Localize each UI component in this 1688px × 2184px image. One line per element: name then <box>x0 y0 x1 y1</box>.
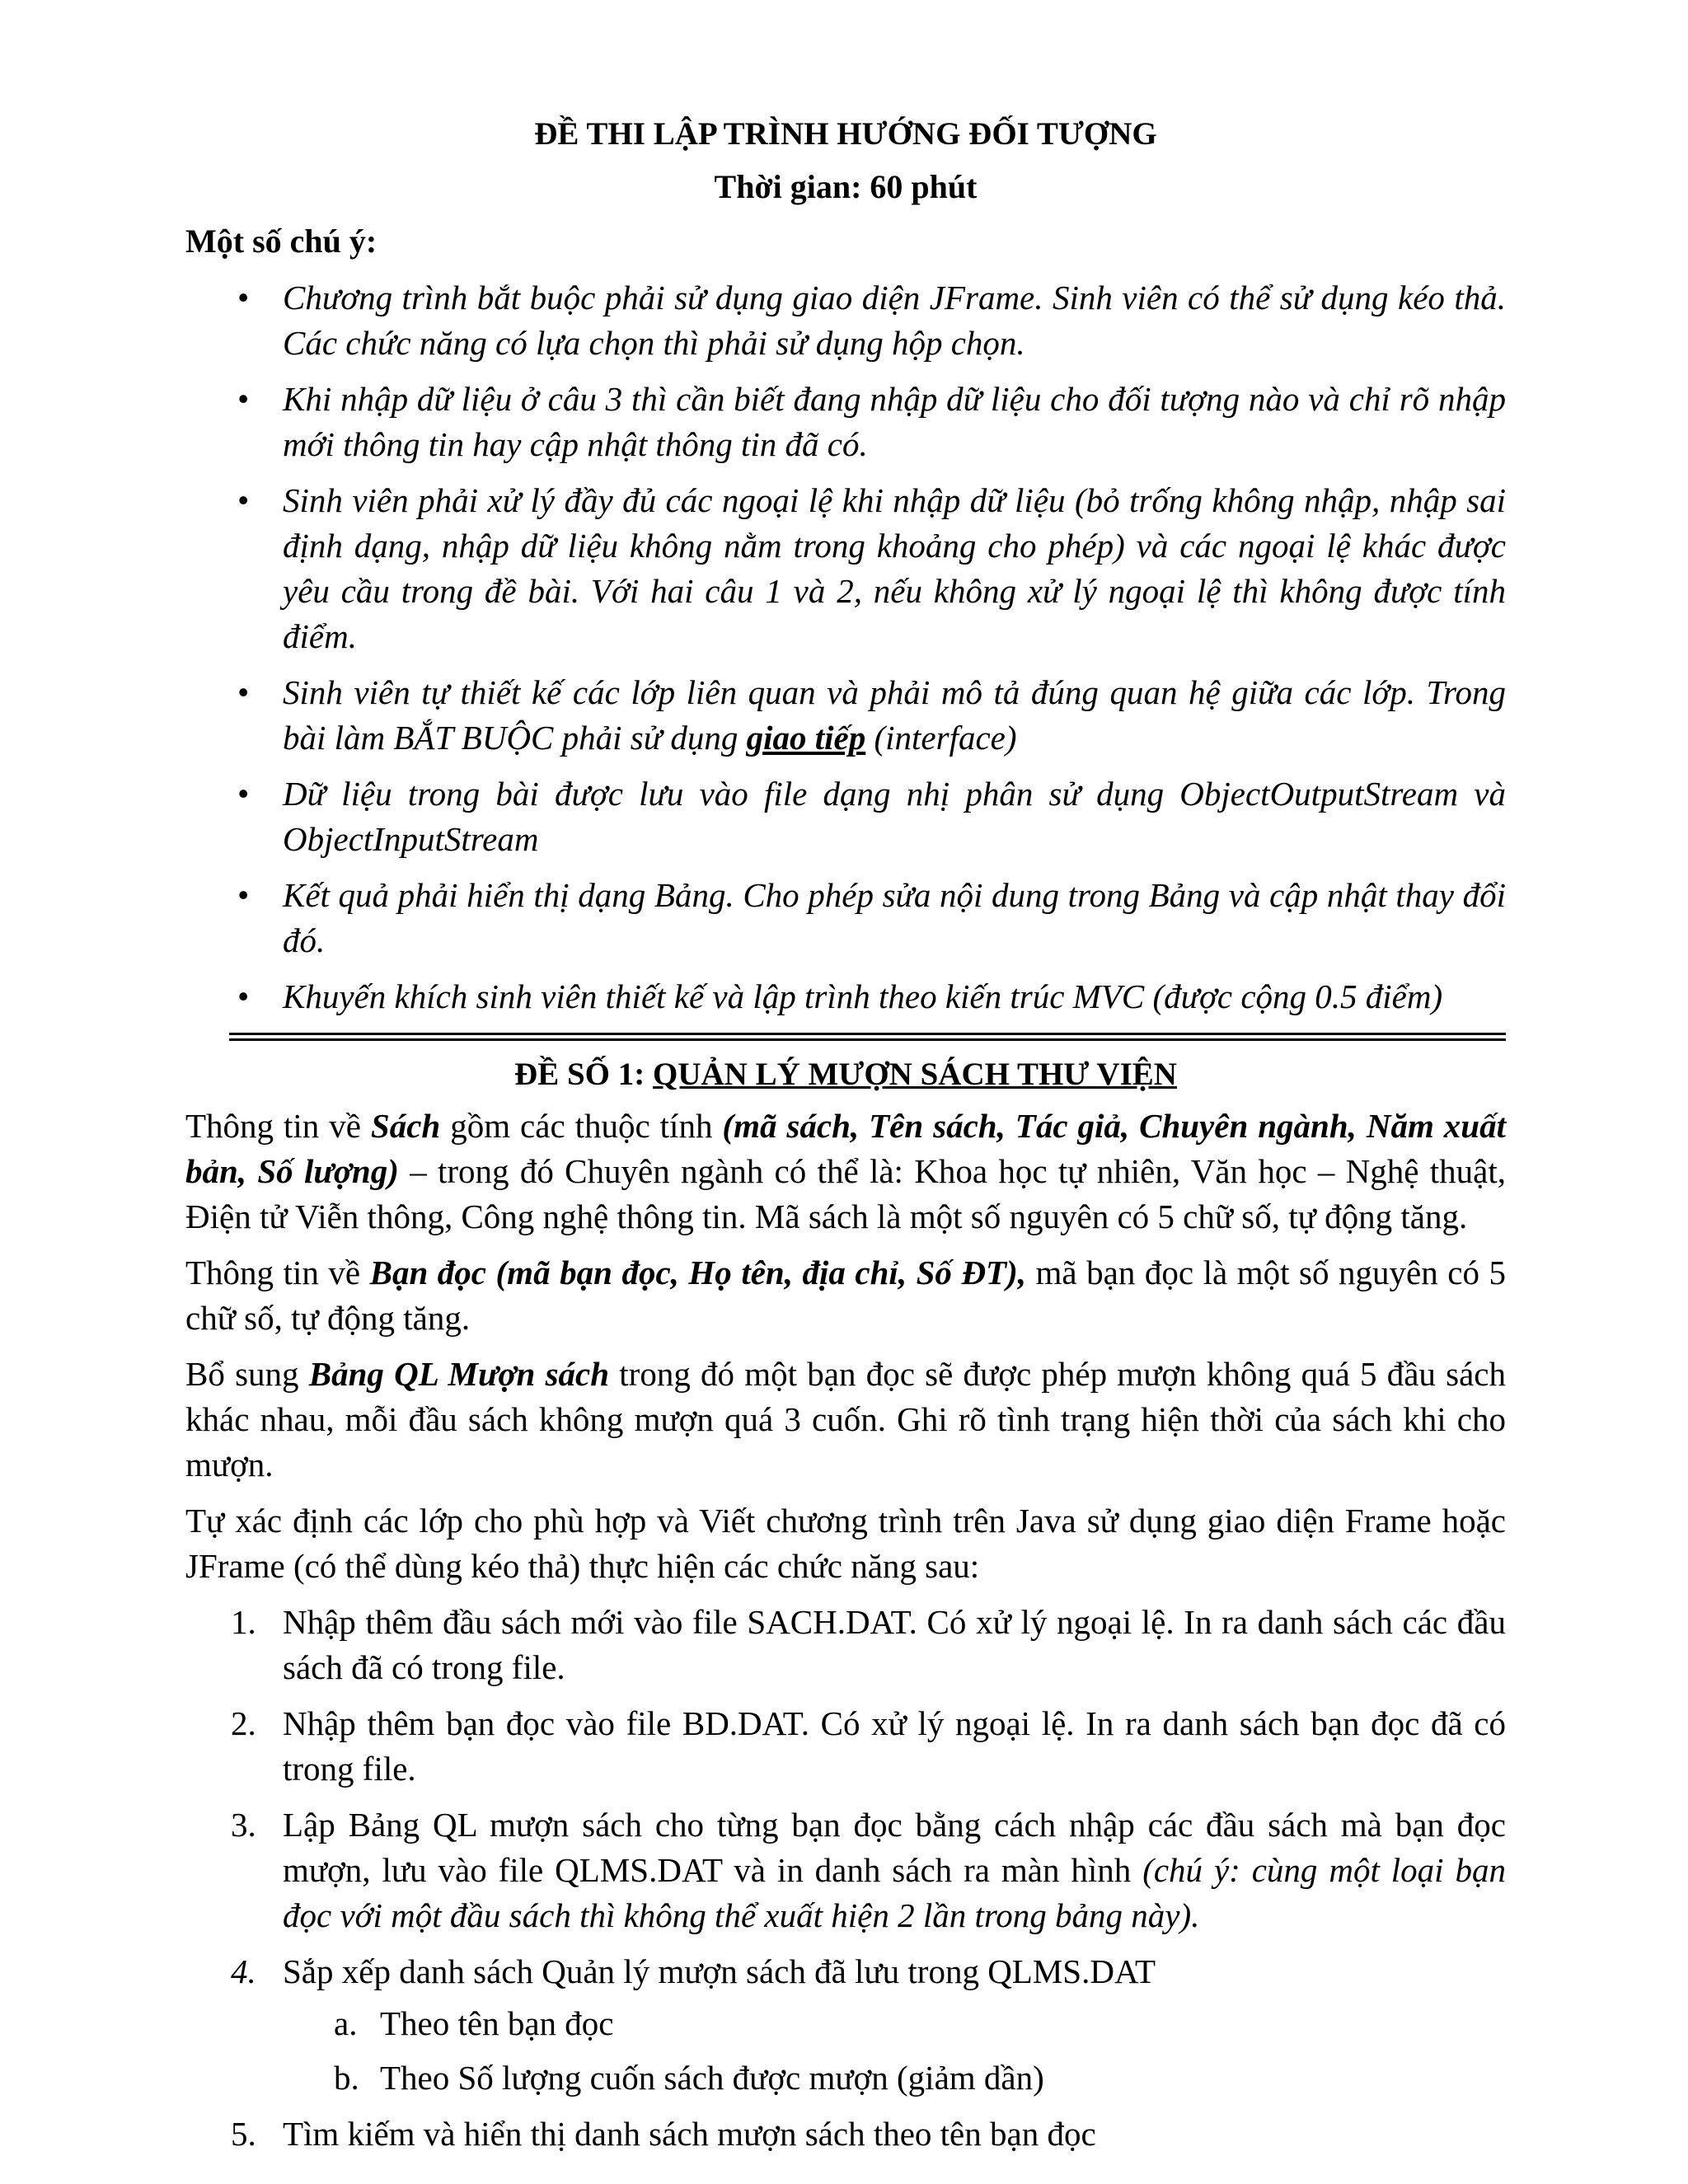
bullet-icon: • <box>237 977 250 1015</box>
bullet-icon: • <box>237 876 250 914</box>
note-item: • Khuyến khích sinh viên thiết kế và lập trình theo kiến trúc MVC (được cộng 0.5 điểm) <box>185 974 1506 1019</box>
note-item: • Khi nhập dữ liệu ở câu 3 thì cần biết đang nhập dữ liệu cho đối tượng nào và chỉ rõ nhập mới thông tin hay cập nhật thông tin đã có. <box>185 377 1506 467</box>
exam-title: ĐỀ THI LẬP TRÌNH HƯỚNG ĐỐI TƯỢNG <box>534 116 1157 152</box>
section-name: QUẢN LÝ MƯỢN SÁCH THƯ VIỆN <box>652 1057 1177 1092</box>
task-item: 1. Nhập thêm đầu sách mới vào file SACH.DAT. Có xử lý ngoại lệ. In ra danh sách các đầu sách đã có trong file. <box>231 1603 1506 1686</box>
task-list <box>185 1600 1506 2157</box>
notes-heading: Một số chú ý: <box>185 223 377 260</box>
note-item: • Sinh viên phải xử lý đầy đủ các ngoại lệ khi nhập dữ liệu (bỏ trống không nhập, nhập sai định dạng, nhập dữ liệu không nằm trong khoảng cho phép) và các ngoại lệ khác được yêu cầu trong đề bài. Với hai câu 1 và 2, nếu không xử lý ngoại lệ thì không được tính điểm. <box>185 478 1506 659</box>
task-item: 4. Sắp xếp danh sách Quản lý mượn sách đã lưu trong QLMS.DAT a. Theo tên bạn đọc b. Theo Số lượng cuốn sách được mượn (giảm dần) <box>185 1949 1506 2101</box>
notes-list <box>185 275 1506 1019</box>
bullet-icon: • <box>237 673 250 711</box>
task-item: 5. Tìm kiếm và hiển thị danh sách mượn sách theo tên bạn đọc <box>231 2115 1096 2153</box>
note-item: • Kết quả phải hiển thị dạng Bảng. Cho phép sửa nội dung trong Bảng và cập nhật thay đổi đó. <box>185 873 1506 963</box>
note-item: • Dữ liệu trong bài được lưu vào file dạng nhị phân sử dụng ObjectOutputStream và ObjectInputStream <box>185 771 1506 862</box>
task-item: 3. Lập Bảng QL mượn sách cho từng bạn đọc bằng cách nhập các đầu sách mà bạn đọc mượn, lưu vào file QLMS.DAT và in danh sách ra màn hình (chú ý: cùng một loại bạn đọc với một đầu sách thì không thể xuất hiện 2 lần trong bảng này). <box>231 1806 1506 1934</box>
bullet-icon: • <box>237 481 250 519</box>
exam-page <box>185 114 1506 2168</box>
sub-item: b. Theo Số lượng cuốn sách được mượn (giảm dần) <box>334 2059 1044 2097</box>
loan-table-paragraph: Bổ sung Bảng QL Mượn sách trong đó một bạn đọc sẽ được phép mượn không quá 5 đầu sách khác nhau, mỗi đầu sách không mượn quá 3 cuốn. Ghi rõ tình trạng hiện thời của sách khi cho mượn. <box>185 1355 1507 1483</box>
section-title: ĐỀ SỐ 1: QUẢN LÝ MƯỢN SÁCH THƯ VIỆN <box>514 1057 1177 1092</box>
bullet-icon: • <box>237 775 250 813</box>
task-item: 2. Nhập thêm bạn đọc vào file BD.DAT. Có xử lý ngoại lệ. In ra danh sách bạn đọc đã có trong file. <box>231 1704 1506 1788</box>
reader-info-paragraph: Thông tin về Bạn đọc (mã bạn đọc, Họ tên, địa chỉ, Số ĐT), mã bạn đọc là một số nguyên có 5 chữ số, tự động tăng. <box>185 1254 1506 1337</box>
instructions-paragraph: Tự xác định các lớp cho phù hợp và Viết chương trình trên Java sử dụng giao diện Frame hoặc JFrame (có thể dùng kéo thả) thực hiện các chức năng sau: <box>185 1502 1506 1585</box>
interface-emphasis: giao tiếp <box>746 719 866 757</box>
bullet-icon: • <box>237 380 250 418</box>
exam-time: Thời gian: 60 phút <box>714 168 978 205</box>
sort-options <box>283 2001 1506 2101</box>
book-info-paragraph: Thông tin về Sách gồm các thuộc tính (mã sách, Tên sách, Tác giả, Chuyên ngành, Năm xuất bản, Số lượng) – trong đó Chuyên ngành có thể là: Khoa học tự nhiên, Văn học – Nghệ thuật, Điện tử Viễn thông, Công nghệ thông tin. Mã sách là một số nguyên có 5 chữ số, tự động tăng. <box>185 1107 1506 1235</box>
note-item: • Chương trình bắt buộc phải sử dụng giao diện JFrame. Sinh viên có thể sử dụng kéo thả. Các chức năng có lựa chọn thì phải sử dụng hộp chọn. <box>185 275 1506 366</box>
sub-item: a. Theo tên bạn đọc <box>334 2004 614 2042</box>
note-item: • Sinh viên tự thiết kế các lớp liên quan và phải mô tả đúng quan hệ giữa các lớp. Trong bài làm BẮT BUỘC phải sử dụng giao tiếp (interface) <box>185 670 1506 761</box>
bullet-icon: • <box>237 279 250 316</box>
double-divider <box>229 1033 1506 1041</box>
